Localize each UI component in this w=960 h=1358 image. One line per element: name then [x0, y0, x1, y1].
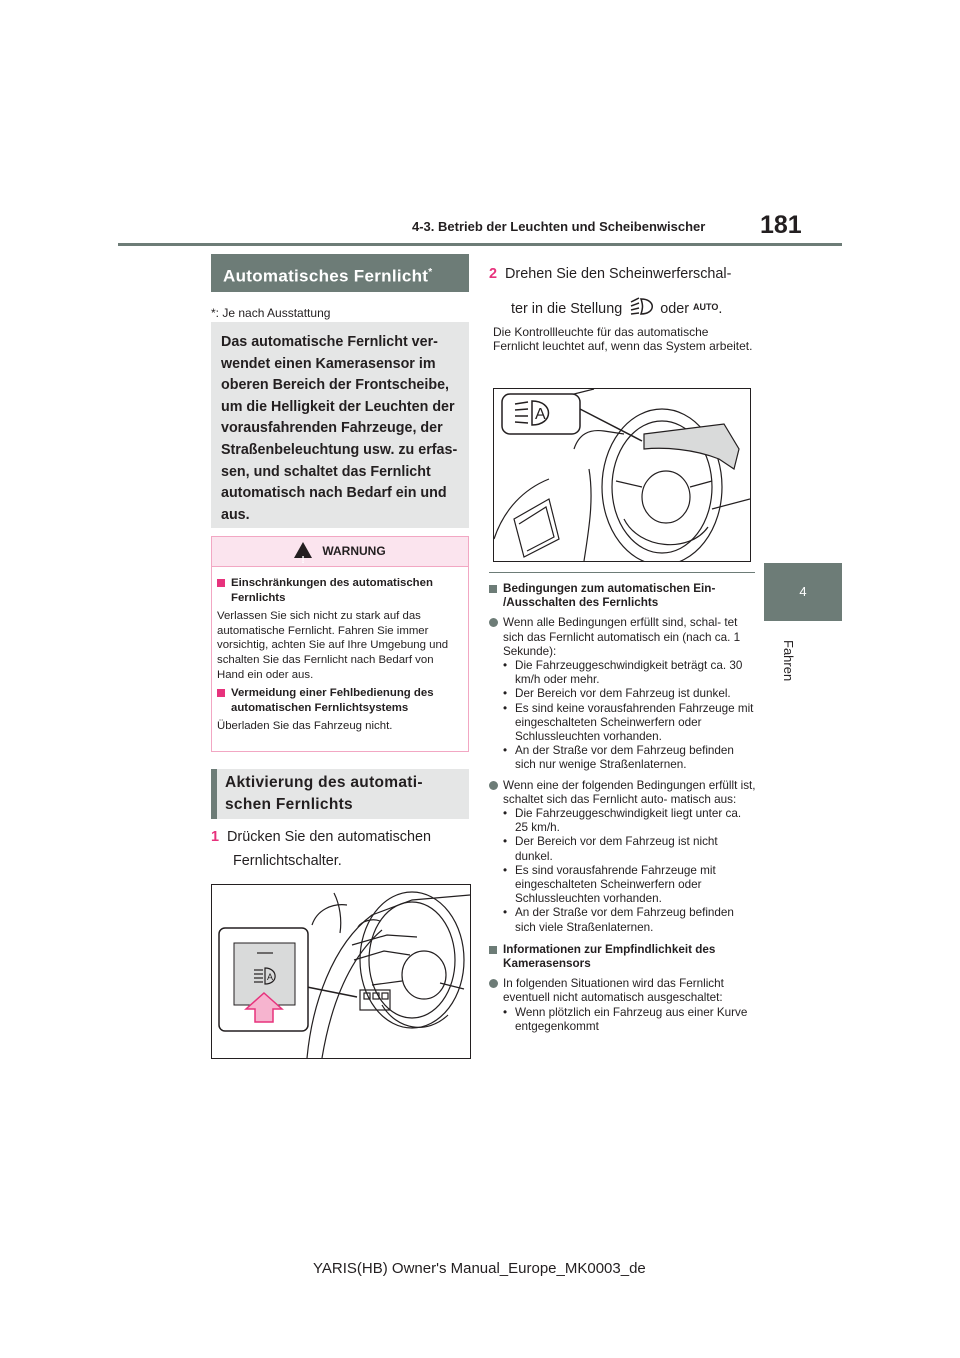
- headlight-icon: [630, 296, 656, 316]
- warning-box: [211, 536, 469, 752]
- page-number: 181: [760, 211, 802, 239]
- list-item: • An der Straße vor dem Fahrzeug befinden sich viele Straßenlaternen.: [503, 906, 734, 934]
- header-divider: [118, 243, 842, 246]
- list-item: Wenn eine der folgenden Bedingungen erfüllt ist, schaltet sich das Fernlicht auto- matisch aus:: [489, 779, 757, 807]
- conditions-heading: Bedingungen zum automatischen Ein- /Ausschalten des Fernlichts: [489, 582, 757, 610]
- step-1: 1 Drücken Sie den automatischen Fernlichtschalter.: [211, 829, 432, 869]
- footnote: *: Je nach Ausstattung: [211, 306, 331, 320]
- section-title-auto-high-beam: Automatisches Fernlicht*: [211, 254, 469, 292]
- list-item: In folgenden Situationen wird das Fernlicht eventuell nicht automatisch ausgeschaltet:: [489, 977, 757, 1005]
- illustration-indicator: [493, 388, 751, 562]
- conditions-section: [489, 578, 757, 1034]
- illustration-switch: [211, 884, 471, 1059]
- warning-header: ! WARNUNG: [212, 537, 468, 567]
- svg-text:A: A: [535, 406, 546, 423]
- list-item: • Es sind vorausfahrende Fahrzeuge mit eingeschalteten Scheinwerfern oder Schlussleuchten vorhanden.: [503, 863, 716, 906]
- chapter-tab: 4: [764, 563, 842, 621]
- list-item: • Es sind keine vorausfahrenden Fahrzeuge mit eingeschalteten Scheinwerfern oder Schlussleuchten vorhanden.: [503, 701, 754, 744]
- list-item: Wenn alle Bedingungen erfüllt sind, schal- tet sich das Fernlicht automatisch ein (nach ca. 1 Sekunde):: [489, 616, 757, 659]
- warning-item-text: Verlassen Sie sich nicht zu stark auf das automatische Fernlicht. Fahren Sie immer vorsichtig, achten Sie auf Ihre Umgebung und schalten Sie das Fernlicht nach Bedarf von Hand ein oder aus.: [217, 610, 449, 681]
- section-title-activation: Aktivierung des automati- schen Fernlichts: [211, 769, 469, 819]
- right-divider: [489, 572, 755, 573]
- list-item: • An der Straße vor dem Fahrzeug befinden sich nur wenige Straßenlaternen.: [503, 744, 734, 772]
- list-item: • Die Fahrzeuggeschwindigkeit beträgt ca. 30 km/h oder mehr.: [503, 659, 743, 687]
- auto-switch-icon: AUTO: [693, 302, 719, 312]
- list-item: • Der Bereich vor dem Fahrzeug ist nicht dunkel.: [503, 835, 718, 863]
- warning-triangle-icon: !: [294, 542, 312, 558]
- step-2: 2 Drehen Sie den Scheinwerferschal- ter in die Stellung oder $^{AUTO}$.: [489, 266, 732, 317]
- svg-text:A: A: [267, 972, 274, 982]
- warning-item-title: Einschränkungen des automatischen Fernlichts: [217, 576, 463, 605]
- list-item: • Der Bereich vor dem Fahrzeug ist dunkel.: [503, 687, 731, 701]
- section-header-title: 4-3. Betrieb der Leuchten und Scheibenwischer: [412, 219, 706, 234]
- warning-item-text: Überladen Sie das Fahrzeug nicht.: [217, 720, 393, 733]
- page-footer: YARIS(HB) Owner's Manual_Europe_MK0003_de: [313, 1260, 646, 1277]
- list-item: • Die Fahrzeuggeschwindigkeit liegt unter ca. 25 km/h.: [503, 807, 742, 835]
- intro-box: Das automatische Fernlicht ver- wendet einen Kamerasensor im oberen Bereich der Frontscheibe, um die Helligkeit der Leuchten der vorausfahrenden Fahrzeuge, der Straßenbeleuchtung usw. zu erfas- sen, und schaltet das Fernlicht automatisch nach Bedarf ein und aus.: [211, 322, 469, 528]
- warning-item-title: Vermeidung einer Fehlbedienung des automatischen Fernlichtsystems: [217, 686, 463, 715]
- sensitivity-heading: Informationen zur Empfindlichkeit des Kamerasensors: [489, 943, 757, 971]
- indicator-description: Die Kontrollleuchte für das automatische Fernlicht leuchtet auf, wenn das System arbeitet.: [493, 325, 753, 353]
- chapter-label: Fahren: [781, 640, 796, 682]
- list-item: • Wenn plötzlich ein Fahrzeug aus einer Kurve entgegenkommt: [503, 1005, 748, 1033]
